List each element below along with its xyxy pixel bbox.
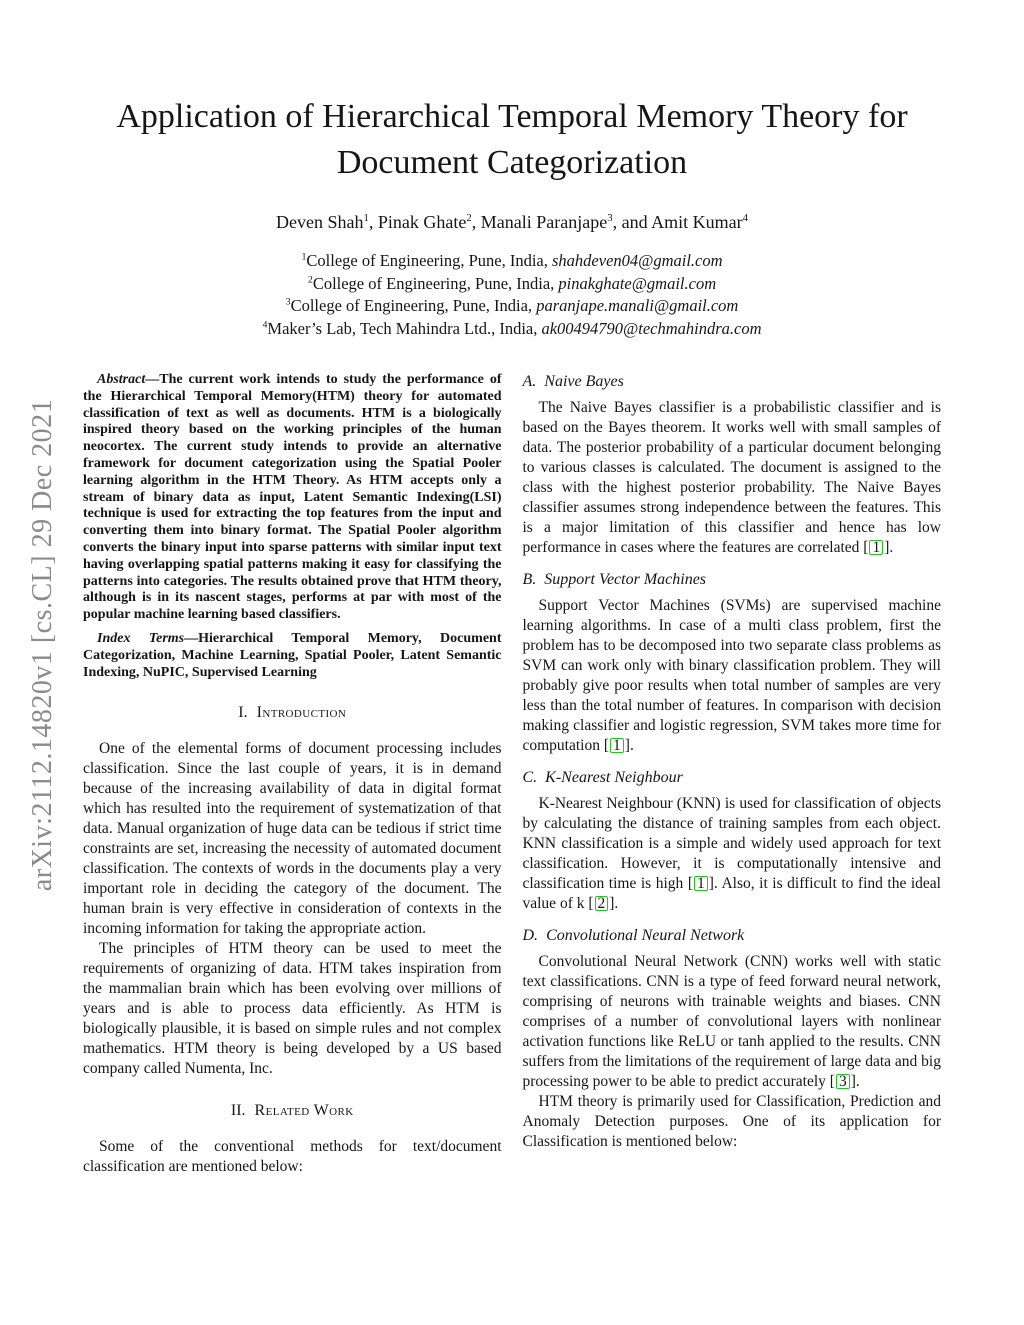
subsection-letter: C. [522,769,538,786]
naive-bayes-paragraph: The Naive Bayes classifier is a probabilistic classifier and is based on the Bayes theorem. It works well with small samples of data. The posterior probability of a particular document belonging to various classes is calculated. The document is assigned to the class with the highest posterior probability. The Naive Bayes classifier assumes strong independence between the features. This is a major limitation of this classifier and hence has low performance in cases where the features are correlated [ 1 ]. [522,399,941,556]
subsection-heading-naive-bayes [523,373,942,391]
affiliation-marker: 4 [262,319,268,330]
subsection-title: Convolutional Neural Network [546,927,745,944]
subsection-title: Support Vector Machines [544,571,707,588]
section-heading-introduction [83,704,502,722]
subsection-letter: D. [522,927,539,944]
subsection-title: Naive Bayes [544,373,624,390]
paper-page [83,0,941,1177]
author-affiliation-marker: 1 [363,212,369,224]
page-title: Application of Hierarchical Temporal Memory Theory for Document Categorization [116,98,908,181]
svm-paragraph: Support Vector Machines (SVMs) are supervised machine learning algorithms. In case of a multi class problem, first the problem has to be decomposed into two separate class problems as SVM can work only with binary classification problem. They will probably give poor results when total number of samples are very less than the total number of features. In comparison with decision making classifier and logistic regression, SVM takes more time for computation [ 1 ]. [522,597,941,754]
citation-link[interactable]: 1 [610,738,624,753]
author-separator: , [368,212,378,232]
section-number: I. [238,704,248,722]
affiliation-org: College of Engineering, Pune, India, [306,251,552,270]
affiliation-marker: 1 [301,251,307,263]
affiliation-line [83,250,941,273]
cnn-paragraph-1: Convolutional Neural Network (CNN) works well with static text classifications. CNN is a type of feed forward neural network, comprising of neurons with trainable weights and biases. CNN comprises of a number of convolutional layers with nonlinear activation functions like ReLU or tanh applied to the results. CNN suffers from the limitations of the requirement of large data and big processing power to be able to predict accurately [ 3 ]. [522,953,941,1090]
subsection-letter: A. [522,373,537,390]
citation-link[interactable]: 3 [836,1074,850,1089]
affiliation-line [83,295,941,318]
author-name: Pinak Ghate [377,212,467,232]
section-title: Introduction [256,704,347,722]
citation-link[interactable]: 2 [595,896,609,911]
affiliation-marker: 2 [307,274,313,285]
subsection-heading-knn [523,769,942,787]
abstract-text: —The current work intends to study the performance of the Hierarchical Temporal Memory(HTM) theory for automated classification of text as well as documents. HTM is a biologically inspired theory based on the working principles of the human neocortex. The current study intends to provide an alternative framework for document categorization using the Spatial Pooler learning algorithm in the HTM Theory. As HTM accepts only a stream of binary data as input, Latent Semantic Indexing(LSI) technique is used for extracting the top features from the input and converting them into binary format. The Spatial Pooler algorithm converts the binary input into sparse patterns with similar input text having overlapping spatial patterns making it easy for classifying the patterns into categories. The results obtained prove that HTM theory, although is in its nascent stages, performs at par with most of the popular machine learning based classifiers. [83,372,502,623]
author-affiliation-marker: 2 [466,212,472,224]
affiliation-line [83,318,941,341]
index-terms-label: Index Terms [97,630,185,646]
abstract-label: Abstract [97,372,146,387]
right-column [523,372,942,1177]
author-name: Amit Kumar [651,212,743,232]
subsection-heading-svm [523,571,942,589]
citation-link[interactable]: 1 [694,876,708,891]
affiliations [83,250,941,340]
affiliation-email: paranjape.manali@gmail.com [536,296,739,315]
subsection-heading-cnn [523,927,942,945]
author-separator: , [471,212,481,232]
index-terms-text: —Hierarchical Temporal Memory, Document Categorization, Machine Learning, Spatial Pooler, Latent Semantic Indexing, NuPIC, Supervised Learning [83,630,502,680]
index-terms-paragraph [83,631,502,681]
left-column [83,372,502,1177]
author-name: Deven Shah [275,212,364,232]
intro-paragraph-2: The principles of HTM theory can be used to meet the requirements of organizing of data. HTM takes inspiration from the mammalian brain which has been evolving over millions of years and is able to process data efficiently. As HTM is biologically plausible, it is based on simple rules and not complex mathematics. HTM theory is being developed by a US based company called Numenta, Inc. [83,940,502,1078]
author-name: Manali Paranjape [480,212,608,232]
affiliation-org: College of Engineering, Pune, India, [290,296,537,315]
knn-paragraph: K-Nearest Neighbour (KNN) is used for classification of objects by calculating the distance of training samples from each object. KNN classification is a simple and widely used approach for text classification. However, it is computationally intensive and classification time is high [ 1 ]. Also, it is difficult to find the ideal value of k [ 2 ]. [522,795,941,912]
affiliation-email: ak00494790@techmahindra.com [541,318,762,338]
affiliation-marker: 3 [285,296,291,308]
two-column-body [83,372,941,1177]
arxiv-watermark: arXiv:2112.14820v1 [cs.CL] 29 Dec 2021 [27,398,58,892]
subsection-letter: B. [522,571,537,588]
author-affiliation-marker: 4 [742,212,749,224]
section-title: Related Work [254,1102,354,1120]
affiliation-org: College of Engineering, Pune, India, [312,273,559,293]
subsection-title: K-Nearest Neighbour [545,769,683,786]
section-number: II. [230,1102,246,1120]
related-work-paragraph: Some of the conventional methods for text/document classification are mentioned below: [83,1138,502,1176]
affiliation-org: Maker’s Lab, Tech Mahindra Ltd., India, [267,318,542,338]
section-heading-related-work [83,1102,502,1120]
citation-link[interactable]: 1 [869,540,883,555]
author-affiliation-marker: 3 [607,212,613,224]
cnn-paragraph-2: HTM theory is primarily used for Classification, Prediction and Anomaly Detection purposes. One of its application for Classification is mentioned below: [522,1093,941,1150]
affiliation-email: shahdeven04@gmail.com [552,251,723,270]
abstract-paragraph [83,372,502,624]
author-separator: , and [612,212,652,232]
intro-paragraph-1: One of the elemental forms of document processing includes classification. Since the last couple of years, it is in demand because of the increasing availability of data in digital format which has resulted into the requirement of systematization of that data. Manual organization of huge data can be tedious if strict time constraints are set, increasing the necessity of automated document classification. The contexts of words in the documents play a very important role in deciding the category of the document. The human brain is very effective in consideration of contexts in the incoming information for taking the appropriate action. [83,740,502,938]
affiliation-line [83,273,941,296]
affiliation-email: pinakghate@gmail.com [558,273,717,293]
author-line [83,210,941,234]
